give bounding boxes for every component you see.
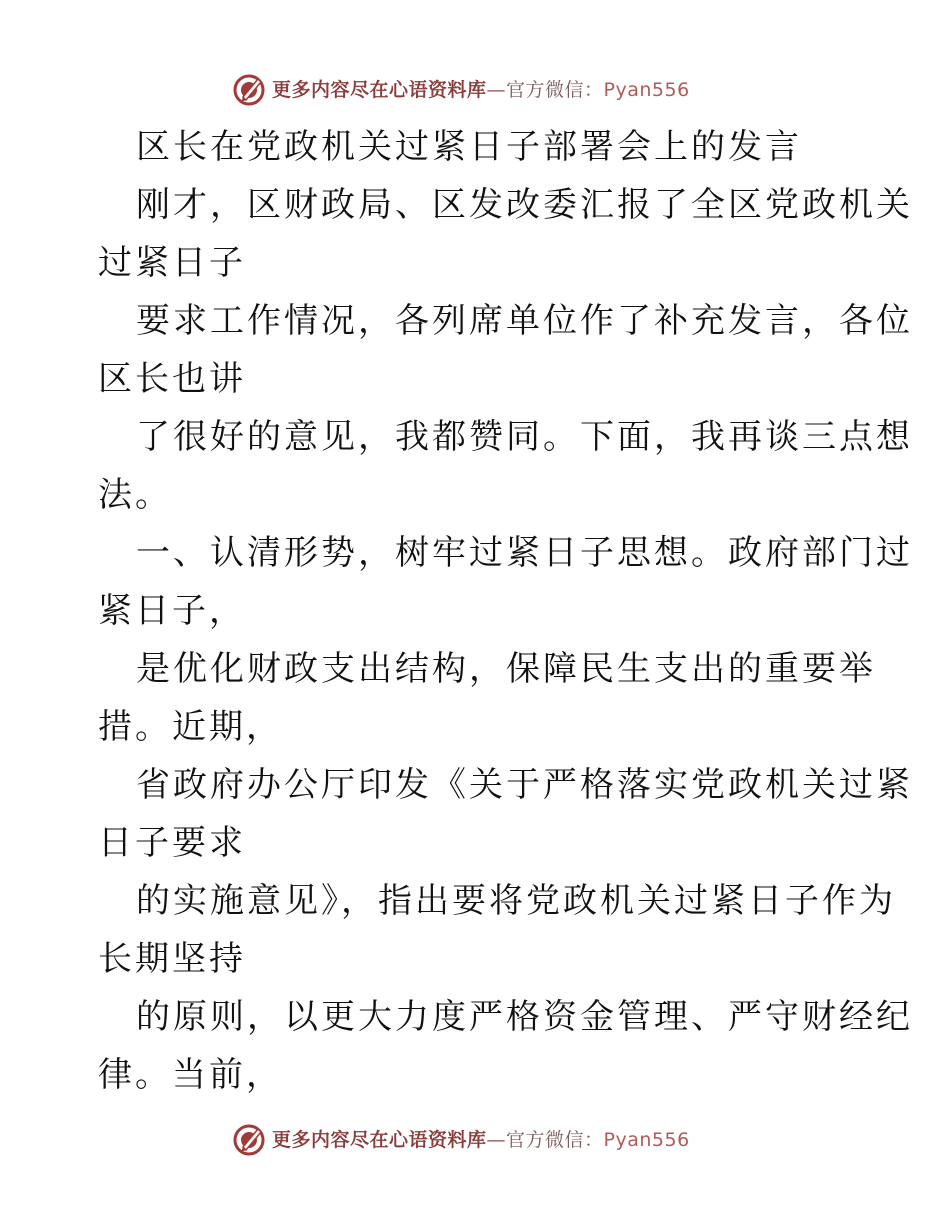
text-line: 法。 bbox=[98, 475, 172, 515]
text-line: 是优化财政支出结构，保障民生支出的重要举 bbox=[136, 649, 876, 689]
watermark-wechat-id: Pyan556 bbox=[603, 1129, 690, 1151]
section-heading-line: 一、认清形势，树牢过紧日子思想。政府部门过 bbox=[136, 533, 913, 573]
text-line: 的原则，以更大力度严格资金管理、严守财经纪 bbox=[136, 997, 913, 1037]
text-line: 措。近期， bbox=[98, 707, 283, 747]
text-line: 日子要求 bbox=[98, 823, 246, 863]
text-line: 律。当前， bbox=[98, 1055, 283, 1095]
watermark-dash: — bbox=[486, 1129, 507, 1151]
watermark-text bbox=[272, 73, 690, 107]
text-line: 过紧日子 bbox=[98, 243, 246, 283]
text-line: 了很好的意见，我都赞同。下面，我再谈三点想 bbox=[136, 417, 913, 457]
watermark-brand: 更多内容尽在心语资料库 bbox=[272, 79, 487, 101]
header-watermark bbox=[232, 72, 752, 108]
text-line: 省政府办公厅印发《关于严格落实党政机关过紧 bbox=[136, 765, 913, 805]
footer-watermark bbox=[232, 1122, 752, 1158]
watermark-wechat-id: Pyan556 bbox=[603, 79, 690, 101]
watermark-wechat-label: 官方微信： bbox=[506, 1129, 604, 1151]
text-line: 区长也讲 bbox=[98, 359, 246, 399]
text-line: 的实施意见》，指出要将党政机关过紧日子作为 bbox=[136, 881, 896, 921]
text-line: 紧日子， bbox=[98, 591, 246, 631]
document-title: 区长在党政机关过紧日子部署会上的发言 bbox=[136, 127, 802, 167]
text-line: 长期坚持 bbox=[98, 939, 246, 979]
watermark-wechat-label: 官方微信： bbox=[506, 79, 604, 101]
text-line: 刚才，区财政局、区发改委汇报了全区党政机关 bbox=[136, 185, 913, 225]
text-line: 要求工作情况，各列席单位作了补充发言，各位 bbox=[136, 301, 913, 341]
watermark-brand: 更多内容尽在心语资料库 bbox=[272, 1129, 487, 1151]
pen-logo-icon bbox=[232, 73, 266, 107]
watermark-dash: — bbox=[486, 79, 507, 101]
watermark-text bbox=[272, 1123, 690, 1157]
pen-logo-icon bbox=[232, 1123, 266, 1157]
document-body bbox=[98, 118, 913, 1104]
